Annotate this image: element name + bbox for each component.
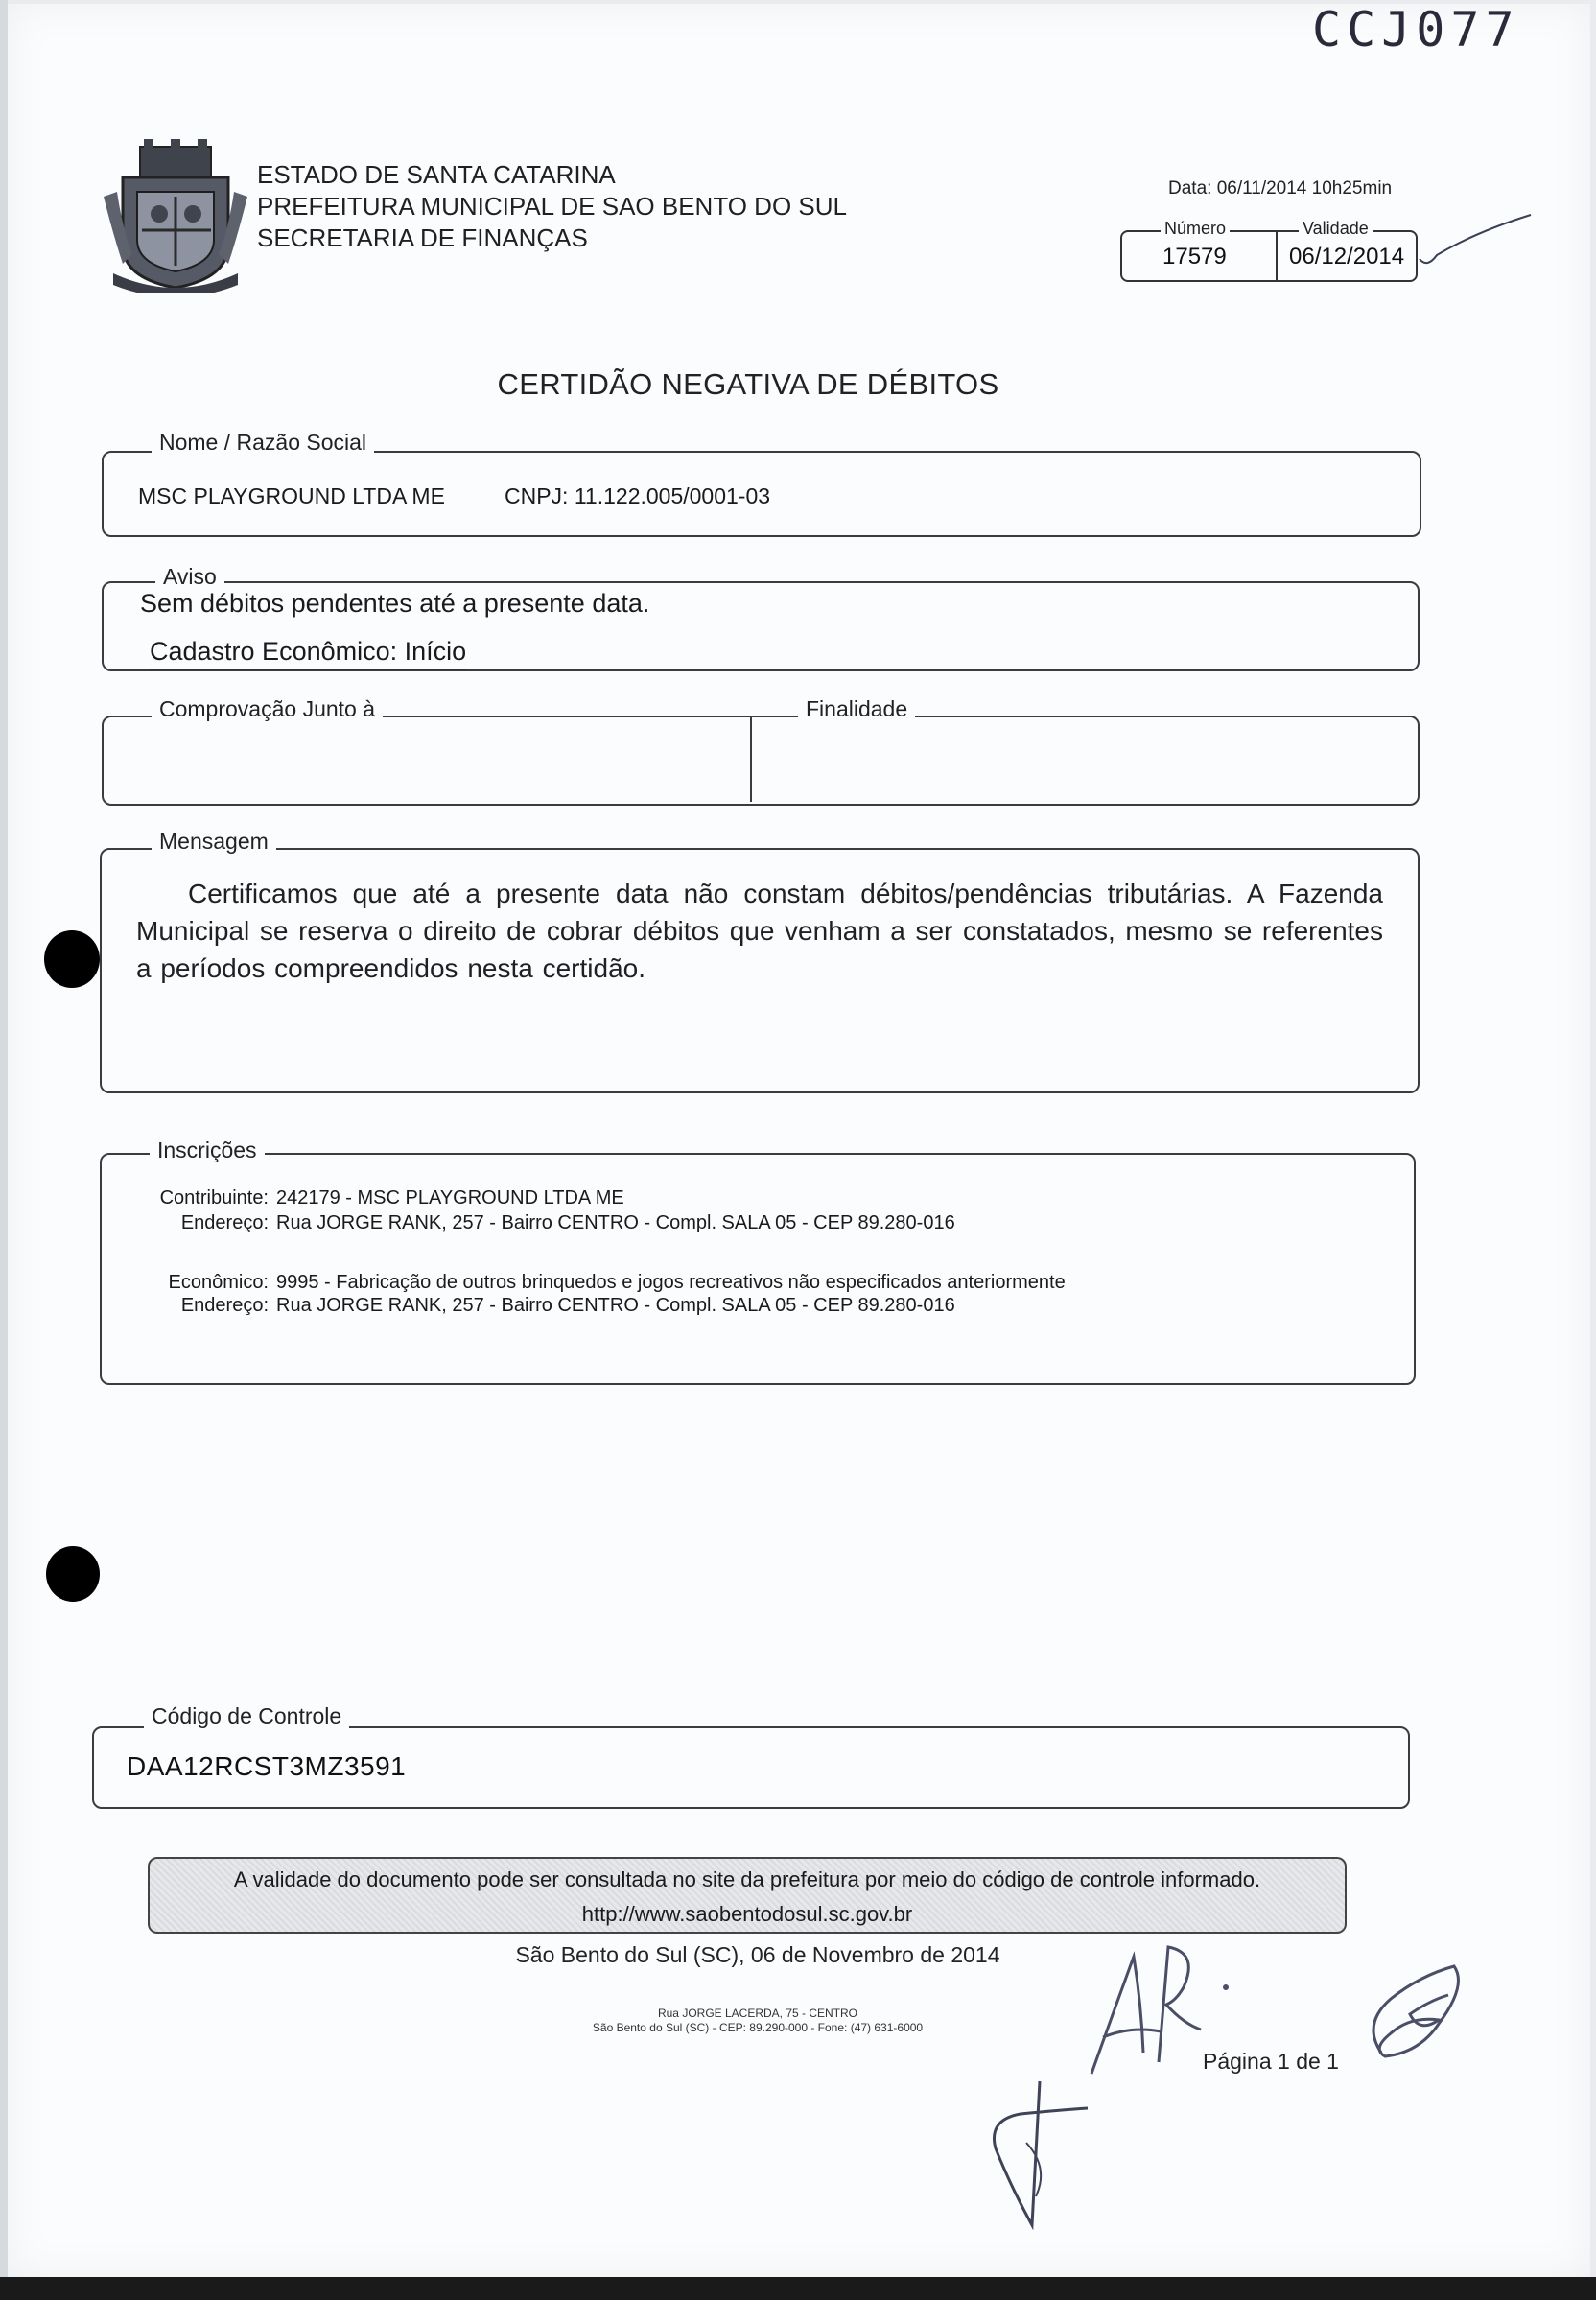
footer-line-1: Rua JORGE LACERDA, 75 - CENTRO bbox=[657, 2007, 858, 2020]
endereco-key-1: Endereço: bbox=[180, 1212, 269, 1233]
comprovacao-divider bbox=[750, 717, 752, 802]
finalidade-label: Finalidade bbox=[798, 696, 915, 722]
endereco-value-1: Rua JORGE RANK, 257 - Bairro CENTRO - Compl. SALA 05 - CEP 89.280-016 bbox=[276, 1212, 955, 1233]
page-title: CERTIDÃO NEGATIVA DE DÉBITOS bbox=[497, 367, 999, 401]
page-number: Página 1 de 1 bbox=[1203, 2049, 1339, 2074]
contribuinte-value: 242179 - MSC PLAYGROUND LTDA ME bbox=[276, 1187, 624, 1209]
header-prefeitura: PREFEITURA MUNICIPAL DE SAO BENTO DO SUL bbox=[257, 192, 847, 221]
comprovacao-label: Comprovação Junto à bbox=[152, 696, 383, 722]
municipal-crest-icon bbox=[104, 139, 247, 293]
city-date: São Bento do Sul (SC), 06 de Novembro de 2014 bbox=[515, 1942, 1000, 1967]
endereco-row-1 bbox=[0, 1212, 955, 1234]
aviso-line-1: Sem débitos pendentes até a presente data. bbox=[140, 589, 650, 618]
header-secretaria: SECRETARIA DE FINANÇAS bbox=[257, 223, 588, 252]
contribuinte-row bbox=[0, 1187, 624, 1209]
company-name: MSC PLAYGROUND LTDA ME bbox=[138, 483, 445, 508]
control-code: DAA12RCST3MZ3591 bbox=[127, 1751, 407, 1781]
punch-hole bbox=[46, 1546, 100, 1602]
footer-line-2: São Bento do Sul (SC) - CEP: 89.290-000 - Fone: (47) 631-6000 bbox=[592, 2021, 924, 2034]
mensagem-label: Mensagem bbox=[152, 829, 276, 855]
punch-hole bbox=[44, 930, 100, 988]
notice-line-1: A validade do documento pode ser consultada no site da prefeitura por meio do código de controle informado. bbox=[233, 1867, 1261, 1891]
controle-label: Código de Controle bbox=[144, 1703, 349, 1729]
validade-value: 06/12/2014 bbox=[1289, 244, 1405, 270]
issue-date: Data: 06/11/2014 10h25min bbox=[1168, 178, 1393, 199]
economico-row bbox=[0, 1272, 1066, 1294]
endereco-key-2: Endereço: bbox=[180, 1295, 269, 1316]
handwritten-signature-icon bbox=[1362, 1957, 1467, 2072]
endereco-row-2 bbox=[0, 1295, 955, 1317]
header-block bbox=[257, 159, 847, 254]
validity-notice bbox=[148, 1857, 1347, 1934]
numero-label: Número bbox=[1161, 219, 1230, 239]
aviso-line-2: Cadastro Econômico: Início bbox=[150, 637, 466, 670]
comprovacao-box bbox=[102, 716, 1420, 806]
company-cnpj: CNPJ: 11.122.005/0001-03 bbox=[505, 483, 771, 508]
stamp-number: CCJ077 bbox=[1312, 2, 1520, 58]
economico-key: Econômico: bbox=[168, 1272, 269, 1293]
handwritten-signature-icon bbox=[982, 2081, 1097, 2235]
scan-border bbox=[0, 2277, 1596, 2300]
box-divider bbox=[1276, 232, 1278, 280]
inscricoes-label: Inscrições bbox=[150, 1138, 265, 1163]
notice-url[interactable]: http://www.saobentodosul.sc.gov.br bbox=[581, 1902, 913, 1926]
number-validity-box bbox=[1120, 219, 1418, 282]
economico-value: 9995 - Fabricação de outros brinquedos e jogos recreativos não especificados anteriormente bbox=[276, 1272, 1066, 1293]
header-state: ESTADO DE SANTA CATARINA bbox=[257, 160, 616, 189]
mensagem-text: Certificamos que até a presente data não constam débitos/pendências tributárias. A Fazenda Municipal se reserva o direito de cobrar débitos que venham a ser constatados, mesmo se referentes a períodos compreendidos nesta certidão. bbox=[136, 879, 1383, 983]
endereco-value-2: Rua JORGE RANK, 257 - Bairro CENTRO - Compl. SALA 05 - CEP 89.280-016 bbox=[276, 1295, 955, 1316]
numero-value: 17579 bbox=[1162, 244, 1227, 270]
handwritten-initials-icon bbox=[1084, 1937, 1237, 2081]
footer-address bbox=[0, 2007, 1515, 2035]
validade-label: Validade bbox=[1299, 219, 1373, 239]
aviso-label: Aviso bbox=[155, 564, 224, 590]
contribuinte-key: Contribuinte: bbox=[159, 1187, 269, 1209]
nome-label: Nome / Razão Social bbox=[152, 430, 374, 456]
tick-mark-icon bbox=[1418, 213, 1533, 270]
